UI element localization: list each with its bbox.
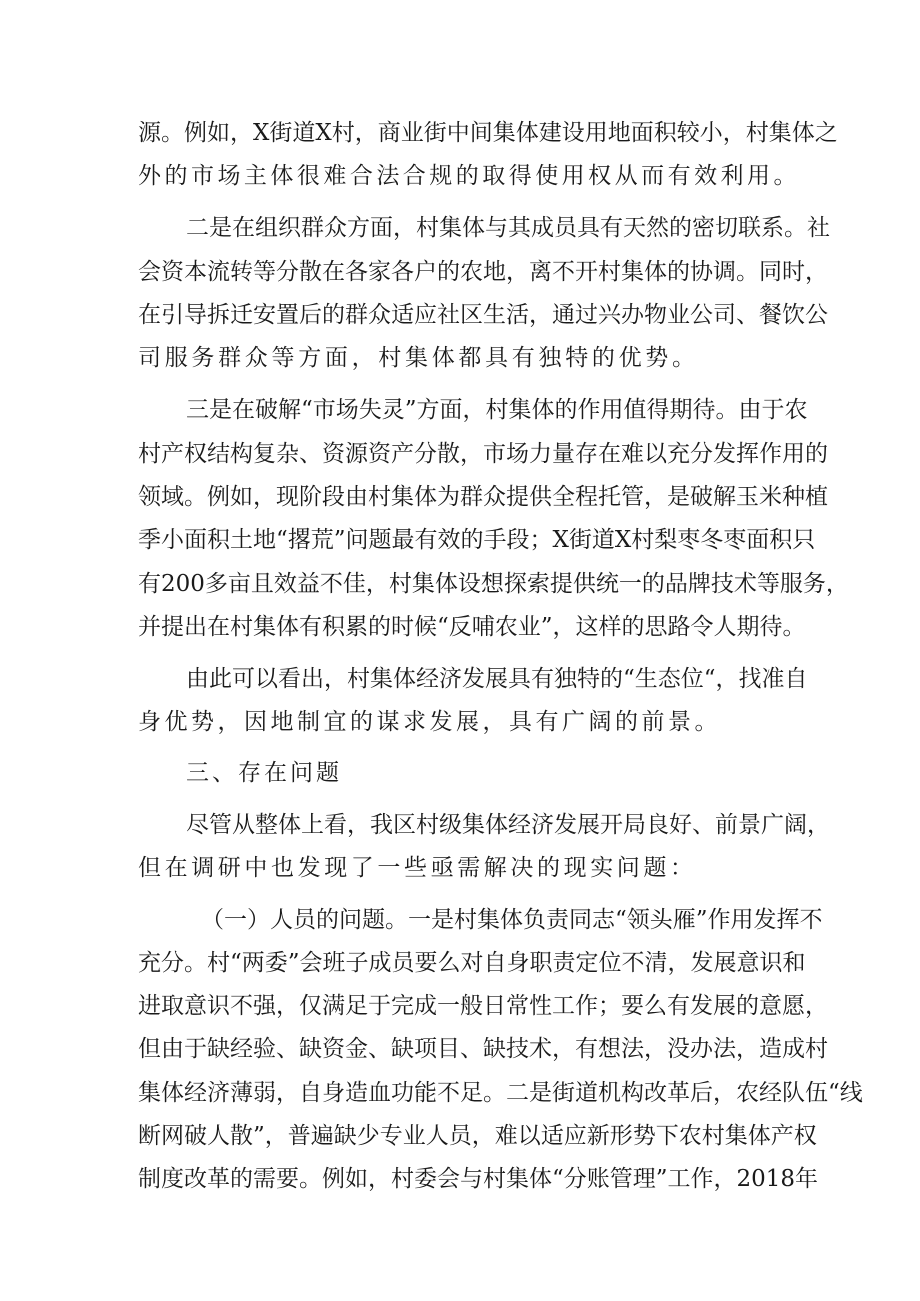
text-line: 身优势，因地制宜的谋求发展，具有广阔的前景。 xyxy=(138,709,721,735)
text-line: 断网破人散”，普遍缺少专业人员，难以适应新形势下农村集体产权 xyxy=(138,1123,817,1149)
text-line: 外的市场主体很难合法合规的取得使用权从而有效利用。 xyxy=(138,163,800,189)
text-line: 尽管从整体上看，我区村级集体经济发展开局良好、前景广阔， xyxy=(186,812,830,838)
section-heading: 三、存在问题 xyxy=(186,760,342,786)
text-line: 会资本流转等分散在各家各户的农地，离不开村集体的协调。同时， xyxy=(138,259,828,285)
text-line: 但由于缺经验、缺资金、缺项目、缺技术，有想法，没办法，造成村 xyxy=(138,1036,828,1062)
text-line: 季小面积土地“撂荒”问题最有效的手段；X街道X村梨枣冬枣面积只 xyxy=(138,527,816,553)
text-line: 三是在破解“市场失灵”方面，村集体的作用值得期待。由于农 xyxy=(186,397,808,423)
text-line: 源。例如，X街道X村，商业街中间集体建设用地面积较小，村集体之 xyxy=(138,120,838,146)
text-line: 但在调研中也发现了一些亟需解决的现实问题： xyxy=(138,855,697,881)
text-line: 有200多亩且效益不佳，村集体设想探索提供统一的品牌技术等服务， xyxy=(138,571,849,597)
text-line: 充分。村“两委”会班子成员要么对自身职责定位不清，发展意识和 xyxy=(138,950,806,976)
text-line: 由此可以看出，村集体经济发展具有独特的“生态位“，找准自 xyxy=(186,666,808,692)
text-line: 在引导拆迁安置后的群众适应社区生活，通过兴办物业公司、餐饮公 xyxy=(138,302,828,328)
text-line: 并提出在村集体有积累的时候“反哺农业”，这样的思路令人期待。 xyxy=(138,614,806,640)
text-line: 领域。例如，现阶段由村集体为群众提供全程托管，是破解玉米种植 xyxy=(138,484,828,510)
text-line: 二是在组织群众方面，村集体与其成员具有天然的密切联系。社 xyxy=(186,215,830,241)
subsection-heading: （一）人员的问题。一是村集体负责同志“领头雁”作用发挥不 xyxy=(201,907,823,933)
text-line: 制度改革的需要。例如，村委会与村集体“分账管理”工作，2018年 xyxy=(138,1166,819,1192)
text-line: 进取意识不强，仅满足于完成一般日常性工作；要么有发展的意愿， xyxy=(138,993,828,1019)
text-line: 司服务群众等方面，村集体都具有独特的优势。 xyxy=(138,345,699,371)
text-line: 集体经济薄弱，自身造血功能不足。二是街道机构改革后，农经队伍“线 xyxy=(138,1080,863,1106)
text-line: 村产权结构复杂、资源资产分散，市场力量存在难以充分发挥作用的 xyxy=(138,441,828,467)
